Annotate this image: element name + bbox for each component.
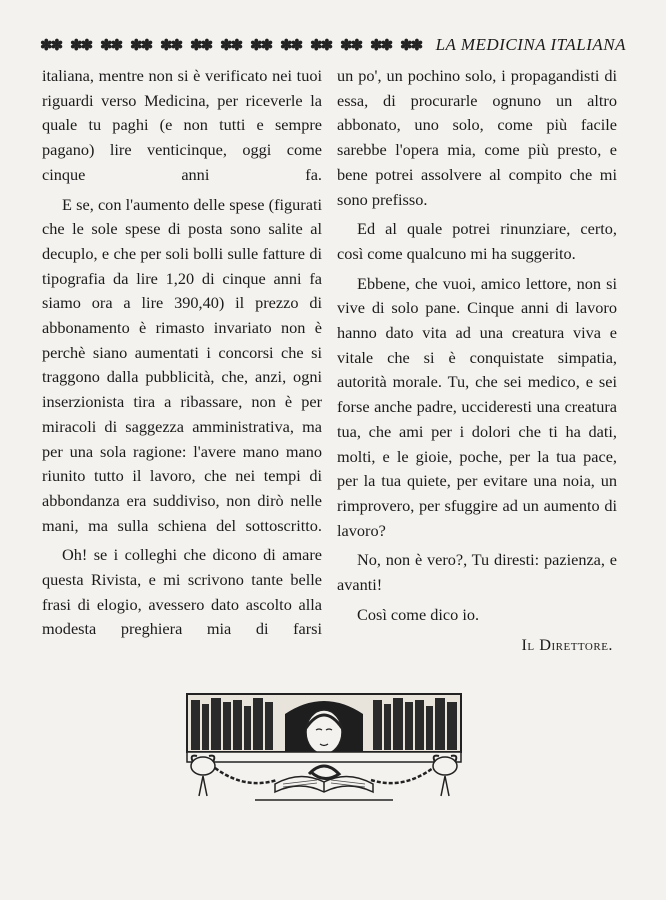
- ornament-icon: ✽✽: [160, 37, 182, 54]
- left-column: [42, 64, 322, 647]
- ornament-icon: ✽✽: [280, 37, 302, 54]
- paragraph: un po', un pochino solo, i propagandisti di essa, di procurarle ognuno un altro abbonato, uno solo, come più facile sarebbe l'opera mia, come più presto, e bene potrei assolvere al compito che mi sono prefisso.: [337, 66, 617, 209]
- paragraph: No, non è vero?, Tu diresti: pazienza, e avanti!: [337, 550, 617, 595]
- right-column: [337, 64, 617, 663]
- ornament-icon: ✽✽: [190, 37, 212, 54]
- running-title: LA MEDICINA ITALIANA: [435, 35, 626, 54]
- ornament-icon: ✽✽: [310, 37, 332, 54]
- ornament-icon: ✽✽: [370, 37, 392, 54]
- paragraph: Ebbene, che vuoi, amico lettore, non si vive di solo pane. Cinque anni di lavoro hanno dato vita ad una creatura viva e vitale che si è conquistate simpatia, autorità morale. Tu, che sei medico, e sei forse anche padre, uccideresti una creatura tua, che ami per i dolori che ti ha dati, molti, e le gioie, poche, per la tua pace, per la tua quiete, per evitare una noia, un rimprovero, per sfuggire ad un aumento di lavoro?: [337, 273, 617, 540]
- paragraph: Così come dico io.: [357, 604, 480, 624]
- header-ornaments: [40, 36, 420, 55]
- ornament-icon: ✽✽: [250, 37, 272, 54]
- signature: Il Direttore.: [521, 635, 613, 655]
- ornament-icon: ✽✽: [40, 37, 62, 54]
- paragraph: E se, con l'aumento delle spese (figurati che le sole spese di posta sono salite al decuplo, e che per soli bolli sulle fatture di tipografia da lire 1,20 di cinque anni fa siamo ora a lire 390,40) il prezzo di abbonamento è rimasto invariato non è perchè siano aumentati i concorsi che si traggono dalla pubblicità, che, anzi, ogni inserzionista tira a ribassare, non è per miracoli di saggezza amministrativa, ma per una sola ragione: l'avere mano mano riunito tutto il lavoro, che nei tempi di abbondanza era suddiviso, non dirò nelle mani, ma sulla schiena del sottoscritto.: [42, 194, 322, 535]
- ornament-icon: ✽✽: [220, 37, 242, 54]
- ornament-icon: ✽✽: [70, 37, 92, 54]
- ornament-icon: ✽✽: [340, 37, 362, 54]
- paragraph: italiana, mentre non si è verificato nei tuoi riguardi verso Medicina, per riceverle la quale tu paghi (e non tutti e sempre pagano) lire venticinque, oggi come cinque anni fa.: [42, 66, 322, 184]
- ornament-icon: ✽✽: [130, 37, 152, 54]
- page-header: [40, 30, 626, 60]
- ornament-icon: ✽✽: [400, 37, 422, 54]
- ornament-icon: ✽✽: [100, 37, 122, 54]
- tailpiece-books-woman-snake-icon: [185, 692, 463, 808]
- paragraph: Ed al quale potrei rinunziare, certo, così come qualcuno mi ha suggerito.: [337, 219, 617, 263]
- paragraph: Oh! se i colleghi che dicono di amare questa Rivista, e mi scrivono tante belle frasi di elogio, avessero dato ascolto alla modesta preghiera mia di farsi: [42, 545, 322, 639]
- tailpiece-illustration: [185, 692, 463, 808]
